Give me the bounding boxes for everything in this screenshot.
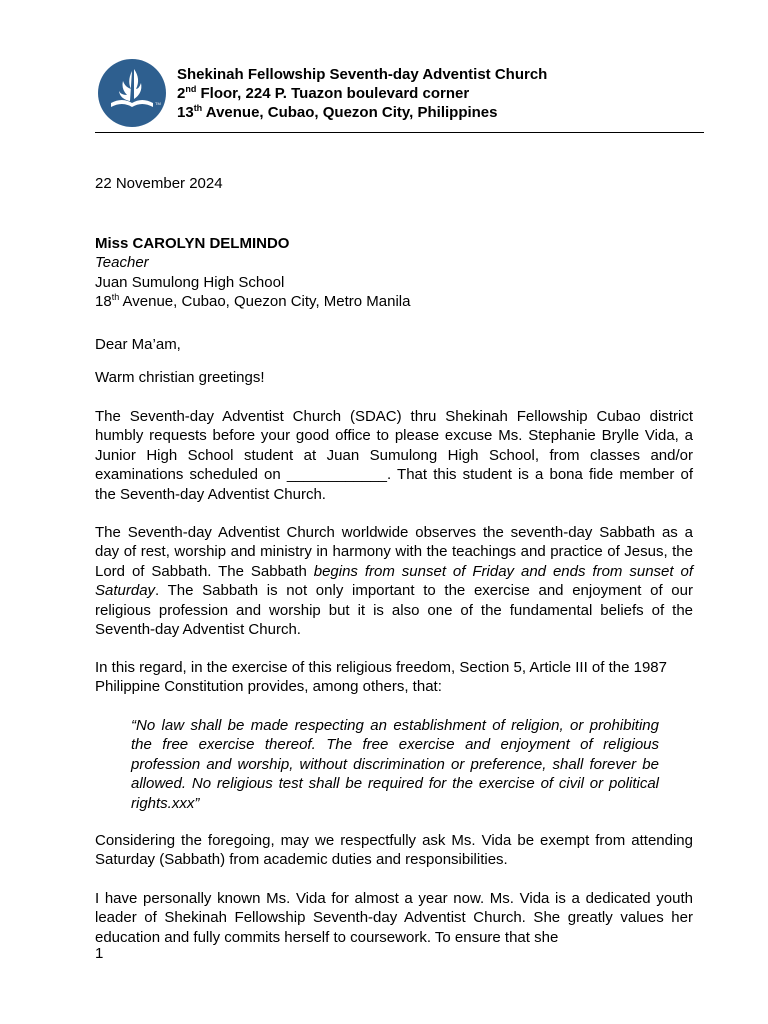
greeting: Warm christian greetings! [95,369,265,386]
church-name: Shekinah Fellowship Seventh-day Adventist Church [177,66,548,83]
paragraph-request-exemption: Considering the foregoing, may we respectfully ask Ms. Vida be exempt from attending Saturday (Sabbath) from academic duties and responsibilities. [95,832,693,869]
recipient-school: Juan Sumulong High School [95,273,285,291]
paragraph-sabbath: The Seventh-day Adventist Church worldwide observes the seventh-day Sabbath as a day of rest, worship and ministry in harmony with the teachings and practice of Jesus, the Lord of Sabbath. The Sabbath begins from sunset of Friday and ends from sunset of Saturday. The Sabbath is not only important to the exercise and enjoyment of our religious profession and worship but it is also one of the fundamental beliefs of the Seventh-day Adventist Church. [95,524,693,639]
paragraph-request: The Seventh-day Adventist Church (SDAC) thru Shekinah Fellowship Cubao district humbly requests before your good office to please excuse Ms. Stephanie Brylle Vida, a Junior High School student at Juan Sumulong High School, from classes and/or examinations scheduled on ____________. That this student is a bona fide member of the Seventh-day Adventist Church. [95,408,693,503]
page-number: 1 [95,945,104,962]
church-address-line1: 2nd Floor, 224 P. Tuazon boulevard corner [177,84,470,102]
letter-date: 22 November 2024 [95,175,223,192]
sda-church-logo-icon [97,59,167,127]
recipient-title: Teacher [95,254,149,272]
recipient-block [95,234,693,312]
svg-text:TM: TM [155,101,161,106]
recipient-address: 18th Avenue, Cubao, Quezon City, Metro Manila [95,292,411,311]
paragraph-constitution: In this regard, in the exercise of this religious freedom, Section 5, Article III of the 1987 Philippine Constitution provides, among others, that: [95,659,667,696]
recipient-name: Miss CAROLYN DELMINDO [95,235,290,252]
salutation: Dear Ma’am, [95,336,181,353]
letterhead [177,65,547,122]
church-address-line2: 13th Avenue, Cubao, Quezon City, Philippines [177,103,498,121]
header-divider [95,132,704,133]
constitution-quote: “No law shall be made respecting an establishment of religion, or prohibiting the free exercise thereof. The free exercise and enjoyment of religious profession and worship, without discrimination or preference, shall forever be allowed. No religious test shall be required for the exercise of civil or political rights.xxx” [131,717,659,812]
paragraph-personal: I have personally known Ms. Vida for almost a year now. Ms. Vida is a dedicated youth leader of Shekinah Fellowship Seventh-day Adventist Church. She greatly values her education and fully commits herself to coursework. To ensure that she [95,890,693,946]
